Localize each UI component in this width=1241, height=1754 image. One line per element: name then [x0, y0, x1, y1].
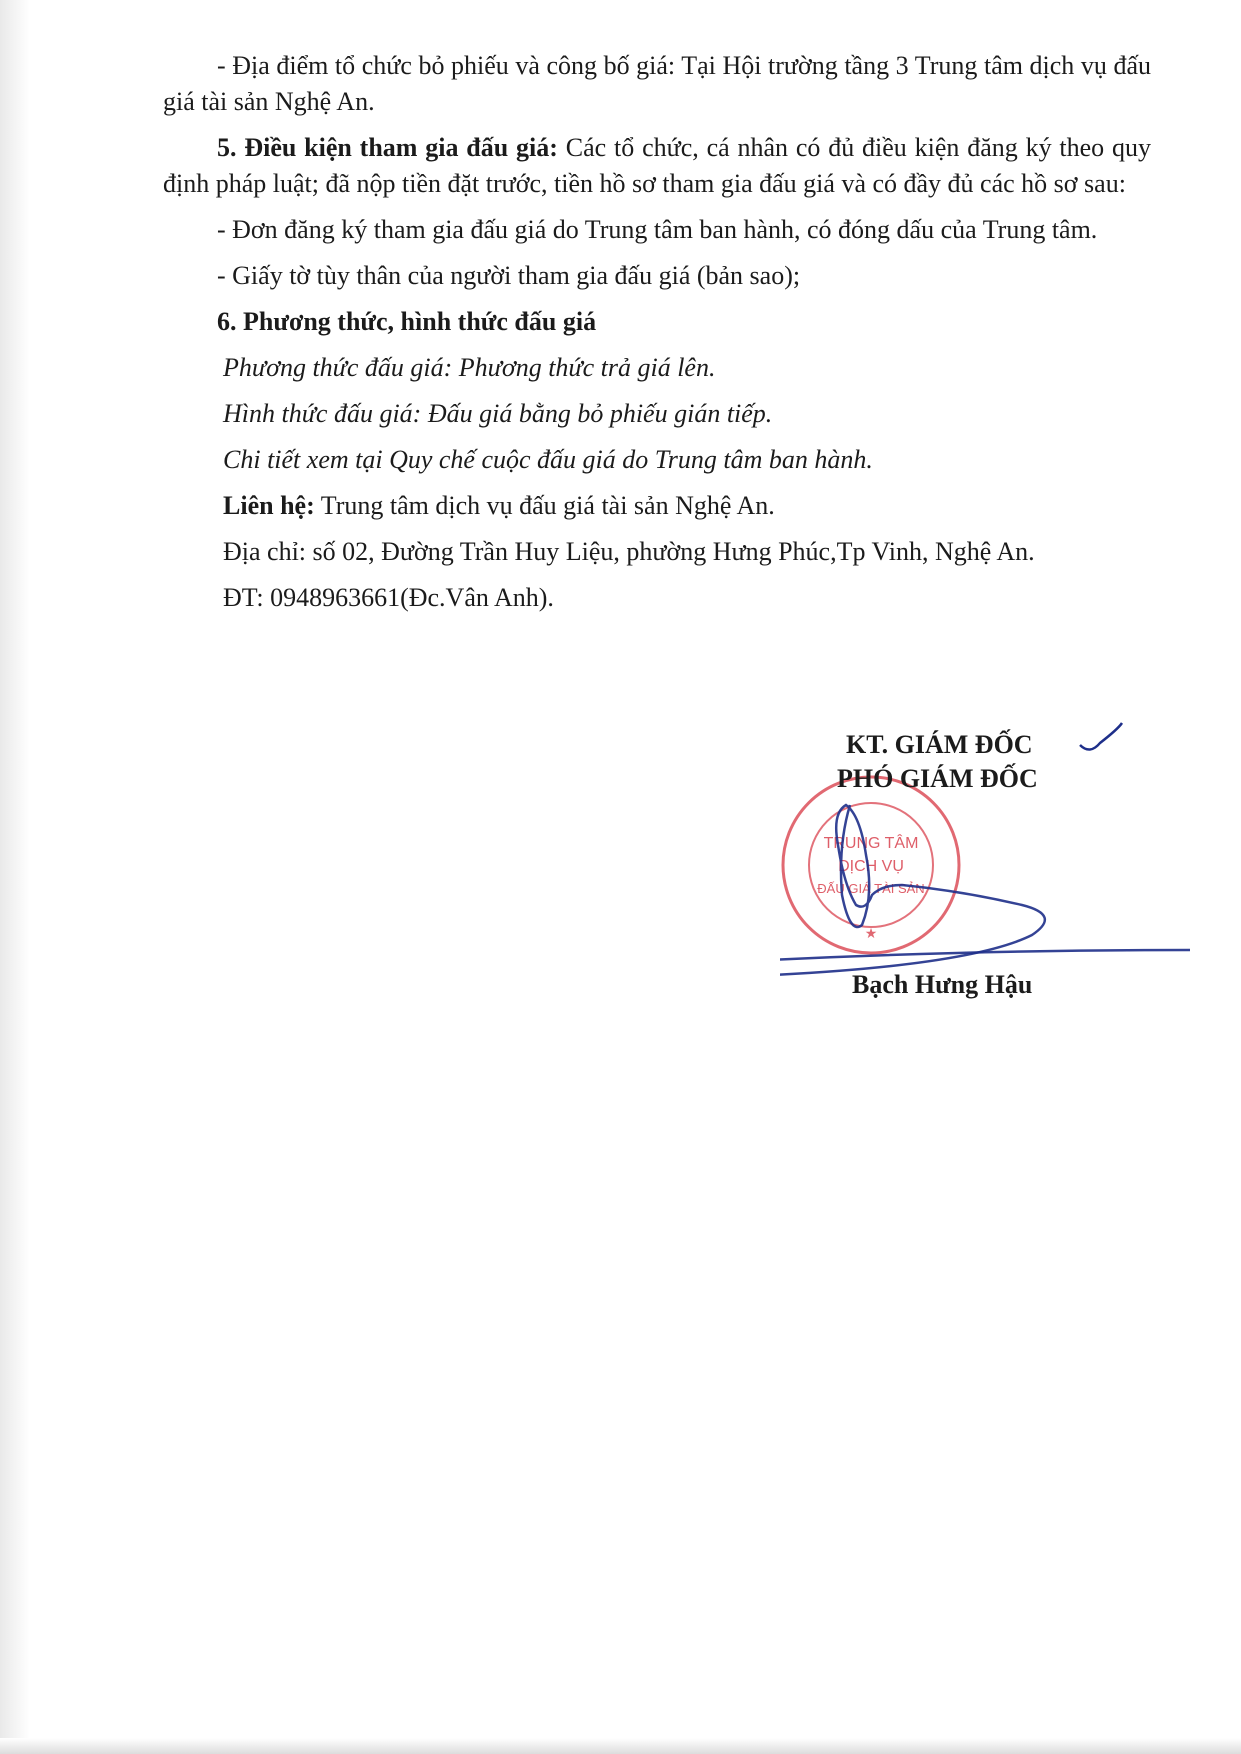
- stamp-line-2: DỊCH VỤ: [838, 858, 904, 875]
- address-line: Địa chỉ: số 02, Đường Trần Huy Liệu, phường Hưng Phúc,Tp Vinh, Nghệ An.: [223, 537, 1035, 566]
- contact-line: [163, 488, 1151, 524]
- conditions-heading: 5. Điều kiện tham gia đấu giá:: [217, 133, 558, 162]
- auction-form: Hình thức đấu giá: Đấu giá bằng bỏ phiếu gián tiếp.: [223, 399, 773, 428]
- conditions-text: Các tổ chức, cá nhân có đủ điều kiện đăng ký theo quy định pháp luật; đã nộp tiền đặt trước, tiền hồ sơ tham gia đấu giá và có đầy đủ các hồ sơ sau:: [163, 133, 1151, 198]
- signature-underline: [780, 950, 1190, 960]
- signer-title: KT. GIÁM ĐỐC: [846, 730, 1033, 759]
- signature-stroke: [780, 805, 1045, 975]
- auction-details: Chi tiết xem tại Quy chế cuộc đấu giá do Trung tâm ban hành.: [223, 445, 873, 474]
- conditions-paragraph: [163, 130, 1151, 202]
- stamp-line-1: TRUNG TÂM: [823, 835, 919, 852]
- document-body: [163, 48, 1151, 626]
- stamp-star-icon: ★: [864, 925, 878, 941]
- signature-tick: [1080, 723, 1122, 750]
- signer-name: Bạch Hưng Hậu: [852, 970, 1033, 999]
- scan-shadow-bottom: [0, 1738, 1241, 1754]
- phone-line: ĐT: 0948963661(Đc.Vân Anh).: [223, 583, 554, 612]
- method-heading: 6. Phương thức, hình thức đấu giá: [217, 307, 597, 336]
- id-documents-item: - Giấy tờ tùy thân của người tham gia đấu giá (bản sao);: [217, 261, 801, 290]
- contact-text: Trung tâm dịch vụ đấu giá tài sản Nghệ An.: [314, 491, 775, 520]
- location-paragraph: - Địa điểm tổ chức bỏ phiếu và công bố giá: Tại Hội trường tầng 3 Trung tâm dịch vụ đấu giá tài sản Nghệ An.: [163, 51, 1151, 116]
- scan-shadow-left: [0, 0, 30, 1754]
- auction-method: Phương thức đấu giá: Phương thức trả giá lên.: [223, 353, 716, 382]
- registration-form-item: - Đơn đăng ký tham gia đấu giá do Trung tâm ban hành, có đóng dấu của Trung tâm.: [217, 215, 1098, 244]
- stamp-line-3: ĐẤU GIÁ TÀI SẢN: [817, 881, 925, 896]
- contact-label: Liên hệ:: [223, 491, 315, 520]
- signer-subtitle: PHÓ GIÁM ĐỐC: [837, 764, 1038, 793]
